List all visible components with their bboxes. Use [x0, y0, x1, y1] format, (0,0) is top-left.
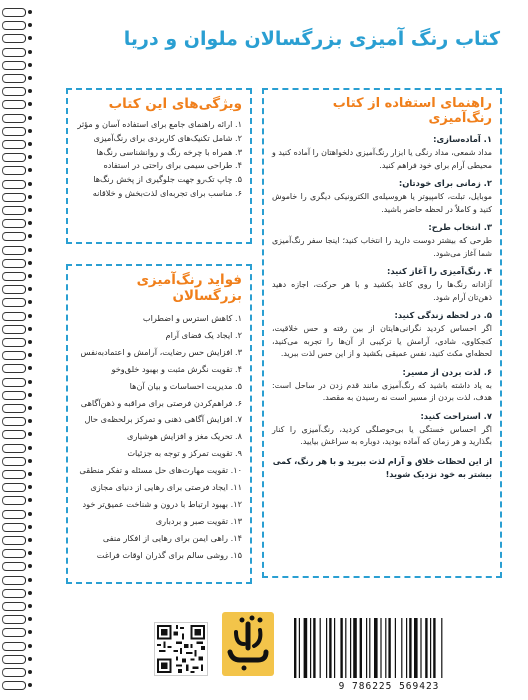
spiral-ring [2, 457, 26, 466]
spiral-ring [2, 470, 26, 479]
barcode-bar [360, 618, 362, 678]
barcode-bar [304, 618, 308, 678]
barcode-bar [420, 618, 421, 678]
guide-step [272, 367, 492, 405]
spiral-ring [2, 351, 26, 360]
spiral-ring [2, 298, 26, 307]
spiral-ring [2, 549, 26, 558]
step-text: اگر احساس خستگی یا بی‌حوصلگی کردید، رنگ‌آمیزی را کنار بگذارید و هر زمان که آماده بودید، دوباره به سراغش بیایید. [272, 424, 492, 446]
list-item: ۸. تحریک مغز و افزایش هوشیاری [127, 431, 242, 442]
spiral-ring [2, 562, 26, 571]
list-item: ۱۲. بهبود ارتباط با درون و شناخت عمیق‌تر خود [82, 498, 242, 509]
list-item: ۵. چاپ تک‌رو جهت جلوگیری از پخش رنگ‌ها [93, 174, 242, 185]
list-item: ۲. شامل تکنیک‌های کاربردی برای رنگ‌آمیزی [93, 132, 242, 143]
barcode-bar [294, 618, 296, 678]
spiral-ring [2, 642, 26, 651]
step-text: آزادانه رنگ‌ها را روی کاغذ بکشید و با هر حرکت، اجازه دهید ذهن‌تان آرام شود. [272, 280, 492, 302]
list-item: ۴. طراحی سیمی برای راحتی در استفاده [103, 160, 242, 171]
benefits-box [66, 264, 252, 584]
spiral-ring [2, 100, 26, 109]
spiral-ring [2, 602, 26, 611]
barcode-bar [340, 618, 342, 678]
barcode-bar [374, 618, 378, 678]
guide-step [272, 310, 492, 361]
spiral-ring [2, 378, 26, 387]
list-item: ۱۵. روشی سالم برای گذران اوقات فراغت [96, 549, 242, 560]
spiral-ring [2, 417, 26, 426]
spiral-ring [2, 285, 26, 294]
spiral-ring [2, 34, 26, 43]
barcode-bar [401, 618, 402, 678]
barcode-bar [353, 618, 357, 678]
barcode-bar [345, 618, 346, 678]
step-text: به یاد داشته باشید که رنگ‌آمیزی مانند قدم زدن در ساحل است: هدف، لذت بردن از مسیر است نه رسیدن به مقصد. [272, 380, 492, 402]
guide-step [272, 222, 492, 260]
spiral-ring [2, 180, 26, 189]
barcode-bar [334, 618, 335, 678]
step-title: ۵. در لحظه زندگی کنید: [394, 310, 492, 320]
spiral-ring [2, 114, 26, 123]
barcode-bar [369, 618, 370, 678]
guide-step [272, 134, 492, 172]
spiral-ring [2, 193, 26, 202]
spiral-ring [2, 8, 26, 17]
spiral-ring [2, 523, 26, 532]
step-text: مداد شمعی، مداد رنگی یا ابزار رنگ‌آمیزی دلخواهتان را آماده کنید و محیطی آرام برای خود فراهم کنید. [272, 148, 492, 170]
spiral-ring [2, 444, 26, 453]
features-heading: ویژگی‌های این کتاب [108, 96, 242, 112]
list-item: ۵. مدیریت احساسات و بیان آن‌ها [129, 380, 242, 391]
list-item: ۱۰. تقویت مهارت‌های حل مسئله و تفکر منطقی [79, 465, 242, 476]
spiral-ring [2, 232, 26, 241]
spiral-ring [2, 668, 26, 677]
benefits-list [76, 310, 242, 564]
spiral-ring [2, 153, 26, 162]
step-title: ۴. رنگ‌آمیزی را آغاز کنید: [386, 266, 492, 276]
barcode-bar [388, 618, 390, 678]
spiral-ring [2, 615, 26, 624]
step-title: ۳. انتخاب طرح: [428, 222, 492, 232]
guide-box [262, 88, 502, 578]
publisher-logo [222, 612, 274, 676]
barcode-bar [329, 618, 331, 678]
spiral-ring [2, 536, 26, 545]
benefits-heading: فواید رنگ‌آمیزی بزرگسالان [136, 272, 242, 304]
page-title: کتاب رنگ آمیزی بزرگسالان ملوان و دریا [123, 28, 500, 50]
list-item: ۶. مناسب برای تجربه‌ای لذت‌بخش و خلاقانه [92, 187, 242, 198]
barcode-bar [313, 618, 315, 678]
spiral-ring [2, 87, 26, 96]
list-item: ۶. فراهم‌کردن فرصتی برای مراقبه و ذهن‌آگاهی [80, 397, 242, 408]
spiral-ring [2, 166, 26, 175]
spiral-ring [2, 510, 26, 519]
spiral-ring [2, 48, 26, 57]
step-text: طرحی که بیشتر دوست دارید را انتخاب کنید؛ اینجا سفر رنگ‌آمیزی شما آغاز می‌شود. [272, 236, 492, 258]
spiral-ring [2, 483, 26, 492]
list-item: ۹. تقویت تمرکز و توجه به جزئیات [127, 448, 242, 459]
barcode-bar [350, 618, 351, 678]
spiral-ring [2, 391, 26, 400]
features-box [66, 88, 252, 244]
barcode-bar [380, 618, 381, 678]
step-title: ۷. استراحت کنید: [420, 410, 492, 421]
spiral-ring [2, 404, 26, 413]
spiral-ring [2, 219, 26, 228]
list-item: ۱. ارائه راهنمای جامع برای استفاده آسان و مؤثر [77, 119, 242, 129]
spiral-ring [2, 272, 26, 281]
barcode-number: 9 786225 569423 [338, 681, 440, 692]
list-item: ۴. تقویت نگرش مثبت و بهبود خلق‌وخو [111, 363, 242, 374]
spiral-ring [2, 246, 26, 255]
list-item: ۱. کاهش استرس و اضطراب [142, 313, 242, 323]
step-title: ۲. زمانی برای خودتان: [398, 178, 492, 188]
spiral-ring [2, 430, 26, 439]
list-item: ۱۱. ایجاد فرصتی برای رهایی از دنیای مجازی [90, 482, 242, 493]
barcode-bar [409, 618, 411, 678]
barcode-bar [366, 618, 367, 678]
spiral-ring [2, 681, 26, 690]
qr-code-icon [154, 622, 208, 676]
barcode-bar [395, 618, 396, 678]
spiral-ring [2, 61, 26, 70]
barcode-bar [430, 618, 431, 678]
spiral-ring [2, 127, 26, 136]
list-item: ۱۳. تقویت صبر و بردباری [155, 515, 242, 526]
spiral-binding [0, 0, 30, 700]
barcode-icon [290, 618, 488, 678]
spiral-ring [2, 312, 26, 321]
spiral-ring [2, 496, 26, 505]
features-list [76, 118, 242, 201]
step-text: موبایل، تبلت، کامپیوتر یا هروسیله‌ی الکترونیکی دیگری را خاموش کنید و کاملاً در لحظه حاضر باشید. [272, 192, 492, 214]
barcode-bar [326, 618, 327, 678]
spiral-ring [2, 21, 26, 30]
list-item: ۷. افزایش آگاهی ذهنی و تمرکز برلحظه‌ی حال [84, 414, 242, 425]
list-item: ۳. افزایش حس رضایت، آرامش و اعتمادبه‌نفس [80, 346, 242, 357]
barcode-bar [310, 618, 311, 678]
spiral-ring [2, 325, 26, 334]
spiral-ring [2, 206, 26, 215]
step-text: اگر احساس کردید نگرانی‌هایتان از بین رفته و حس خلاقیت، کنجکاوی، شادی، آرامش یا ترکیبی از آن‌ها را تجربه می‌کنید، لحظه‌ای مکث کنید، نفس عمیقی بکشید و از این حس لذت ببرید. [272, 324, 492, 358]
spiral-ring [2, 576, 26, 585]
guide-heading: راهنمای استفاده از کتاب رنگ‌آمیزی [332, 96, 492, 126]
spiral-ring [2, 655, 26, 664]
spiral-ring [2, 259, 26, 268]
spiral-ring [2, 140, 26, 149]
spiral-ring [2, 364, 26, 373]
guide-step [272, 266, 492, 304]
list-item: ۳. همراه با چرخه رنگ و روانشناسی رنگ‌ها [96, 146, 242, 157]
barcode-bar [385, 618, 386, 678]
list-item: ۱۴. راهی ایمن برای رهایی از افکار منفی [102, 532, 242, 543]
list-item: ۲. ایجاد یک فضای آرام [165, 329, 242, 340]
spiral-ring [2, 628, 26, 637]
spiral-ring [2, 589, 26, 598]
barcode-bar [320, 618, 321, 678]
spiral-ring [2, 338, 26, 347]
guide-step [272, 178, 492, 216]
closing-text: از این لحظات خلاق و آرام لذت ببرید و با هر رنگ، کمی بیشتر به خود نزدیک شوید! [272, 455, 492, 479]
barcode-bar [425, 618, 427, 678]
barcode-bar [299, 618, 300, 678]
spiral-ring [2, 74, 26, 83]
step-title: ۱. آماده‌سازی: [433, 134, 492, 144]
guide-step [272, 411, 492, 449]
step-title: ۶. لذت بردن از مسیر: [402, 366, 492, 377]
barcode-bar [441, 618, 442, 678]
barcode-bar [414, 618, 418, 678]
barcode-bar [433, 618, 435, 678]
barcode-bar [406, 618, 407, 678]
